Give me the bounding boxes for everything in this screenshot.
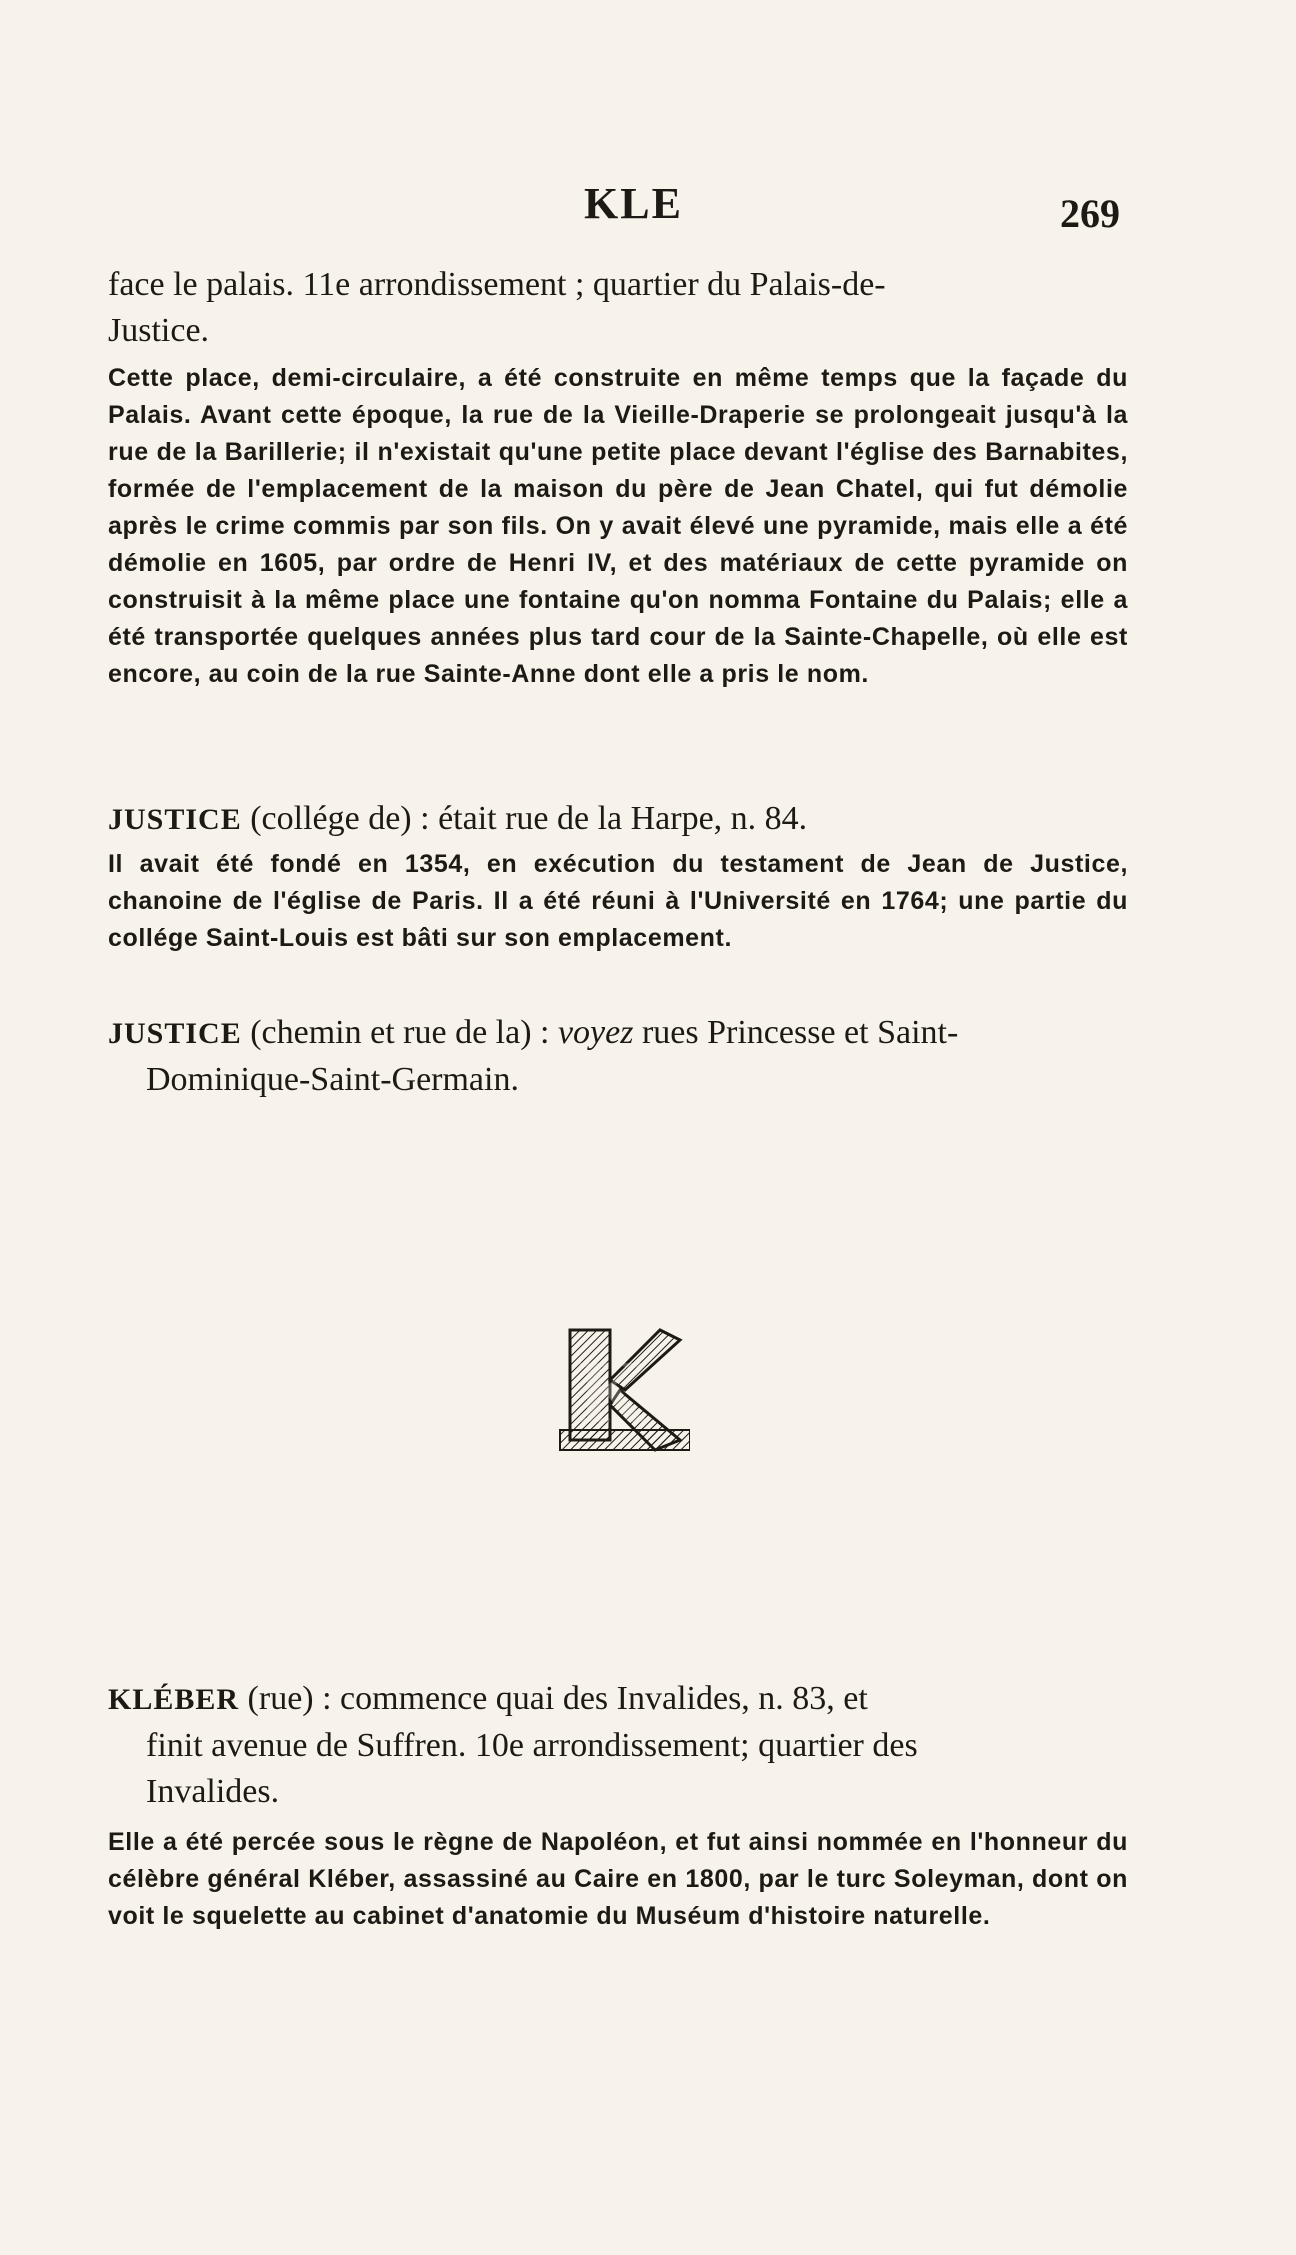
entry-line-2: Justice. [108, 312, 210, 349]
cross-reference-voyez: voyez [557, 1014, 634, 1051]
headword: KLÉBER [108, 1683, 240, 1716]
entry-justice-college-note [108, 846, 1128, 957]
note-text: Elle a été percée sous le règne de Napoléon, et fut ainsi nommée en l'honneur du célèbre général Kléber, assassiné au Caire en 1800, par le turc Soleyman, dont on voit le squelette au cabinet d'anatomie du Muséum d'histoire naturelle. [108, 1828, 1128, 1930]
entry-line-3: Invalides. [146, 1773, 280, 1810]
entry-line-2: finit avenue de Suffren. 10e arrondissement; quartier des [146, 1727, 918, 1764]
page-heading: KLE [584, 179, 683, 228]
note-text: Cette place, demi-circulaire, a été construite en même temps que la façade du Palais. Avant cette époque, la rue de la Vieille-Draperie se prolongeait jusqu'à la rue de la Barillerie; il n'existait qu'une petite place devant l'église des Barnabites, formée de l'emplacement de la maison du père de Jean Chatel, qui fut démolie après le crime commis par son fils. On y avait élevé une pyramide, mais elle a été démolie en 1605, par ordre de Henri IV, et des matériaux de cette pyramide on construisit à la même place une fontaine qu'on nomma Fontaine du Palais; elle a été transportée quelques années plus tard cour de la Sainte-Chapelle, où elle est encore, au coin de la rue Sainte-Anne dont elle a pris le nom. [108, 364, 1128, 688]
entry-kleber-note [108, 1824, 1128, 1935]
ornament-letter: K [578, 1343, 649, 1442]
note-text: Il avait été fondé en 1354, en exécution du testament de Jean de Justice, chanoine de l'église de Paris. Il a été réuni à l'Université en 1764; une partie du collége Saint-Louis est bâti sur son emplacement. [108, 850, 1128, 952]
entry-main-text [108, 262, 1128, 354]
headword: JUSTICE [108, 803, 242, 836]
headword: JUSTICE [108, 1017, 242, 1050]
entry-main-text-2: rues Princesse et Saint- [641, 1014, 959, 1051]
entry-line-1: face le palais. 11e arrondissement ; quartier du Palais-de- [108, 266, 886, 303]
entry-justice-chemin [108, 1010, 1128, 1103]
entry-kleber [108, 1676, 1128, 1815]
entry-main-text: (rue) : commence quai des Invalides, n. 83, et [247, 1680, 868, 1717]
entry-palais-note [108, 360, 1128, 693]
entry-main-text: (chemin et rue de la) : [250, 1014, 550, 1051]
running-head [0, 178, 1296, 238]
decorative-initial-k [540, 1310, 690, 1460]
entry-line-2: Dominique-Saint-Germain. [146, 1061, 519, 1098]
ornament-k-icon [540, 1310, 690, 1460]
entry-main-text: (collége de) : était rue de la Harpe, n. 84. [250, 800, 808, 837]
entry-palais-continuation [108, 262, 1128, 354]
page-number: 269 [1060, 191, 1120, 236]
entry-justice-college [108, 796, 1128, 843]
